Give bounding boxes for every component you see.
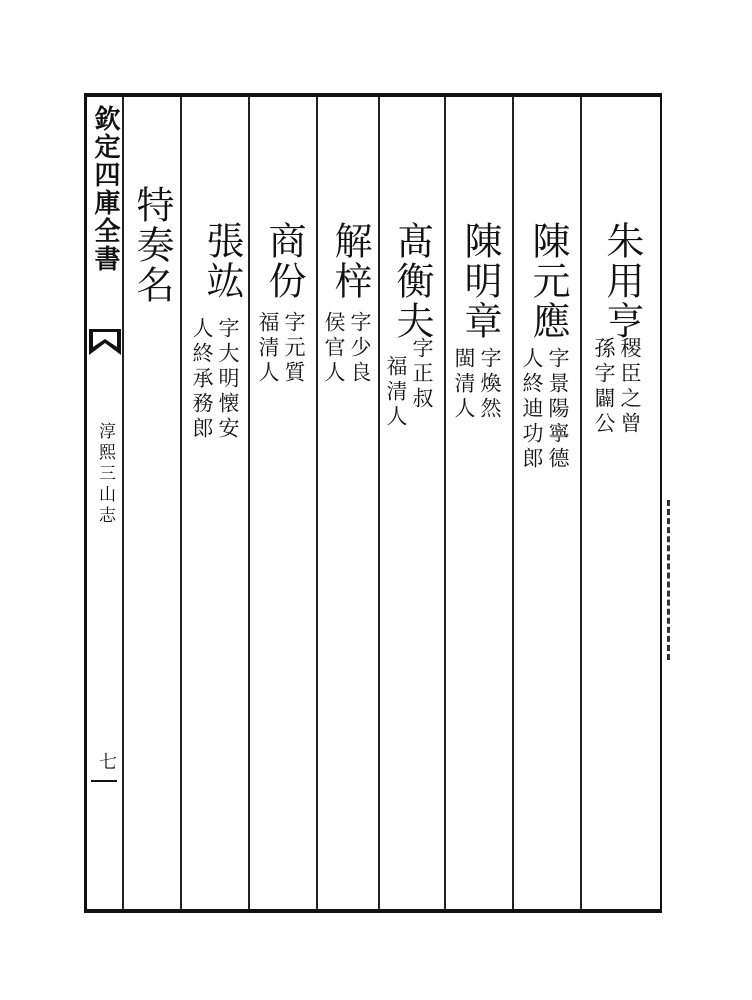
entry-column-4: [378, 97, 444, 909]
entry-note-line-1: 字元質: [282, 311, 306, 386]
entry-note-line-2: 人終承務郎: [190, 317, 214, 442]
entry-column-3: [444, 97, 512, 909]
entry-note-line-1: 稷臣之曾: [618, 337, 642, 437]
fish-tail-mark-icon: [89, 329, 121, 355]
entry-column-1: [580, 97, 660, 909]
entry-note-line-1: 字煥然: [478, 347, 502, 422]
page-number: 七: [96, 752, 117, 770]
entry-column-7: [180, 97, 248, 909]
entry-name: 髙衡夫: [390, 221, 434, 341]
entry-note-line-2: 侯官人: [322, 311, 346, 386]
entry-column-2: [512, 97, 580, 909]
book-title: 欽定四庫全書: [90, 105, 120, 273]
page-frame: [84, 93, 662, 913]
entry-column-6: [248, 97, 316, 909]
entry-name: 商份: [262, 221, 306, 301]
column-heading-te-zou-ming: [122, 97, 180, 909]
spine-column: [87, 97, 124, 909]
entry-note-line-1: 字大明懐安: [216, 317, 240, 442]
entry-name: 朱用亨: [600, 221, 644, 341]
section-heading: 特奏名: [130, 185, 174, 305]
entry-name: 解梓: [328, 221, 372, 301]
volume-title: 淳熙三山志: [95, 422, 115, 527]
page-number-rule: [91, 780, 117, 782]
entry-note-line-2: 福清人: [384, 355, 408, 430]
entry-note-line-2: 人終迪功郎: [520, 347, 544, 472]
entry-note-line-2: 福清人: [256, 311, 280, 386]
entry-name: 張竑: [200, 221, 244, 301]
entry-name: 陳明章: [458, 221, 502, 341]
bottom-rule: [84, 909, 662, 913]
entry-note-line-1: 字正叔: [410, 337, 434, 412]
entry-column-5: [316, 97, 378, 909]
entry-note-line-2: 孫字闢公: [592, 337, 616, 437]
right-rule: [660, 93, 662, 913]
binding-edge-mark: [667, 500, 678, 660]
entry-note-line-2: 閩清人: [452, 347, 476, 422]
entry-note-line-1: 字景陽寧德: [546, 347, 570, 472]
entry-note-line-1: 字少良: [348, 311, 372, 386]
entry-name: 陳元應: [526, 221, 570, 341]
